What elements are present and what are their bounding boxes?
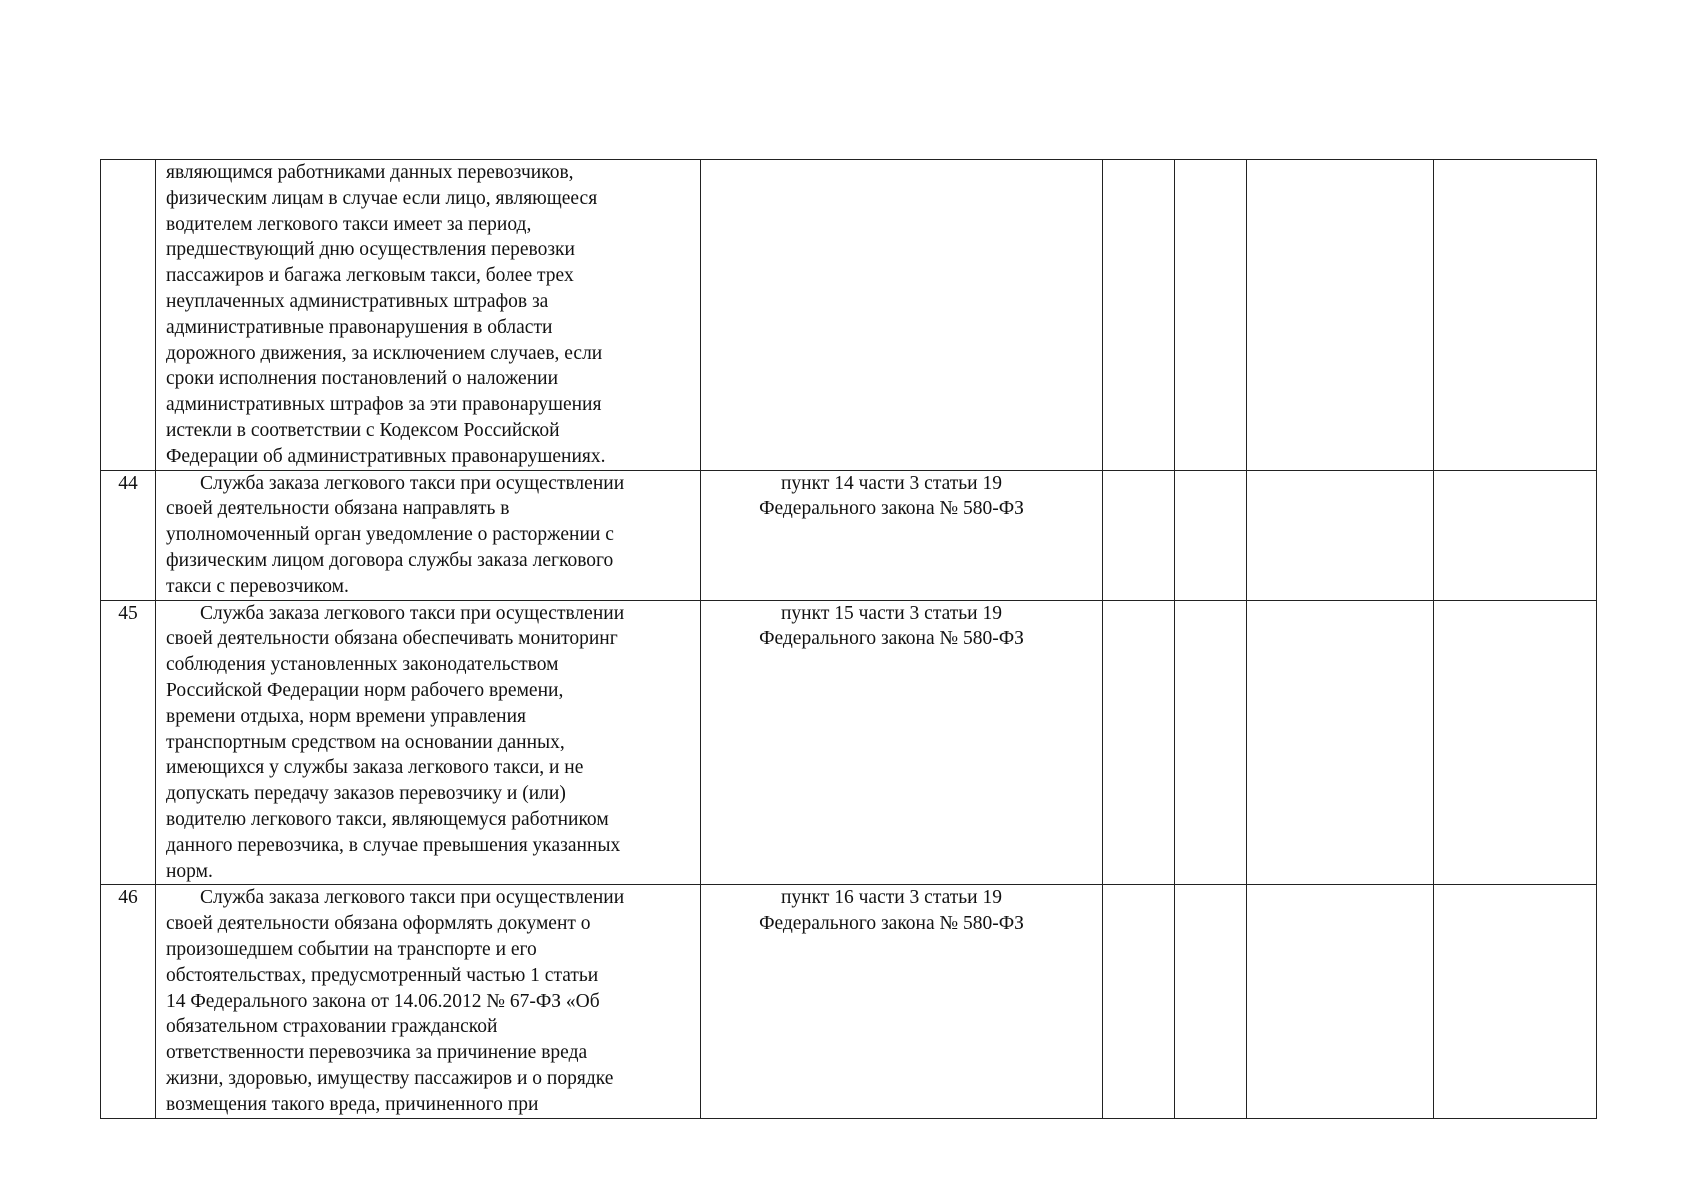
requirement-line: своей деятельности обязана обеспечивать мониторинг: [166, 628, 618, 650]
requirement-line: своей деятельности обязана направлять в: [166, 498, 510, 520]
requirement-line: своей деятельности обязана оформлять документ о: [166, 913, 591, 935]
requirement-line: соблюдения установленных законодательством: [166, 654, 559, 676]
requirement-line: уполномоченный орган уведомление о расторжении с: [166, 524, 614, 546]
requirement-line: физическим лицам в случае если лицо, являющееся: [166, 187, 598, 209]
requirement-line: дорожного движения, за исключением случаев, если: [166, 342, 603, 364]
row-number: [101, 160, 156, 471]
requirement-line: физическим лицом договора службы заказа легкового: [166, 549, 614, 571]
empty-cell: [1247, 600, 1434, 885]
reference-line: пункт 14 части 3 статьи 19: [781, 472, 1002, 494]
row-number: 46: [101, 885, 156, 1118]
requirement-line: пассажиров и багажа легковым такси, более трех: [166, 265, 574, 287]
requirement-line: обязательном страховании гражданской: [166, 1016, 498, 1038]
requirement-line: Служба заказа легкового такси при осуществлении: [200, 887, 625, 909]
legal-reference: [701, 160, 1103, 471]
table-row: [101, 885, 1597, 1118]
requirement-line: предшествующий дню осуществления перевозки: [166, 239, 575, 261]
requirement-line: водителю легкового такси, являющемуся работником: [166, 808, 609, 830]
requirement-line: административных штрафов за эти правонарушения: [166, 394, 602, 416]
requirement-line: жизни, здоровью, имуществу пассажиров и о порядке: [166, 1067, 614, 1089]
legal-reference: [701, 885, 1103, 1118]
row-number: 44: [101, 470, 156, 600]
empty-cell: [1103, 470, 1175, 600]
empty-cell: [1175, 470, 1247, 600]
requirement-line: допускать передачу заказов перевозчику и (или): [166, 783, 566, 805]
empty-cell: [1175, 885, 1247, 1118]
requirement-line: произошедшем событии на транспорте и его: [166, 938, 537, 960]
empty-cell: [1247, 160, 1434, 471]
requirement-line: Российской Федерации норм рабочего времени,: [166, 679, 564, 701]
empty-cell: [1247, 470, 1434, 600]
empty-cell: [1434, 885, 1597, 1118]
requirement-line: такси с перевозчиком.: [166, 575, 349, 597]
requirement-line: Служба заказа легкового такси при осуществлении: [200, 602, 625, 624]
requirement-line: обстоятельствах, предусмотренный частью 1 статьи: [166, 964, 599, 986]
legal-reference: [701, 600, 1103, 885]
requirement-line: транспортным средством на основании данных,: [166, 731, 565, 753]
requirement-line: сроки исполнения постановлений о наложении: [166, 368, 558, 390]
empty-cell: [1103, 160, 1175, 471]
empty-cell: [1434, 160, 1597, 471]
requirement-text: [156, 160, 701, 471]
requirement-text: [156, 470, 701, 600]
requirement-line: 14 Федерального закона от 14.06.2012 № 67-ФЗ «Об: [166, 990, 600, 1012]
requirement-line: водителем легкового такси имеет за период,: [166, 213, 532, 235]
requirement-line: ответственности перевозчика за причинение вреда: [166, 1042, 588, 1064]
empty-cell: [1434, 470, 1597, 600]
table-row: [101, 470, 1597, 600]
empty-cell: [1434, 600, 1597, 885]
requirement-line: административные правонарушения в области: [166, 316, 553, 338]
reference-line: Федерального закона № 580-ФЗ: [759, 628, 1024, 650]
requirement-line: времени отдыха, норм времени управления: [166, 705, 527, 727]
table-row: [101, 160, 1597, 471]
empty-cell: [1103, 600, 1175, 885]
reference-line: Федерального закона № 580-ФЗ: [759, 498, 1024, 520]
requirements-table: [100, 159, 1597, 1119]
requirement-line: Федерации об административных правонарушениях.: [166, 445, 606, 467]
legal-reference: [701, 470, 1103, 600]
empty-cell: [1175, 600, 1247, 885]
requirement-line: имеющихся у службы заказа легкового такси, и не: [166, 757, 584, 779]
requirement-line: истекли в соответствии с Кодексом Российской: [166, 419, 560, 441]
requirement-line: Служба заказа легкового такси при осуществлении: [200, 472, 625, 494]
requirement-text: [156, 600, 701, 885]
empty-cell: [1175, 160, 1247, 471]
requirement-line: неуплаченных административных штрафов за: [166, 290, 549, 312]
empty-cell: [1247, 885, 1434, 1118]
reference-line: Федерального закона № 580-ФЗ: [759, 913, 1024, 935]
empty-cell: [1103, 885, 1175, 1118]
reference-line: пункт 15 части 3 статьи 19: [781, 602, 1002, 624]
requirement-line: возмещения такого вреда, причиненного при: [166, 1093, 539, 1115]
requirement-line: норм.: [166, 860, 213, 882]
requirement-line: данного перевозчика, в случае превышения указанных: [166, 834, 621, 856]
requirement-line: являющимся работниками данных перевозчиков,: [166, 162, 574, 183]
reference-line: пункт 16 части 3 статьи 19: [781, 887, 1002, 909]
requirement-text: [156, 885, 701, 1118]
row-number: 45: [101, 600, 156, 885]
table-row: [101, 600, 1597, 885]
